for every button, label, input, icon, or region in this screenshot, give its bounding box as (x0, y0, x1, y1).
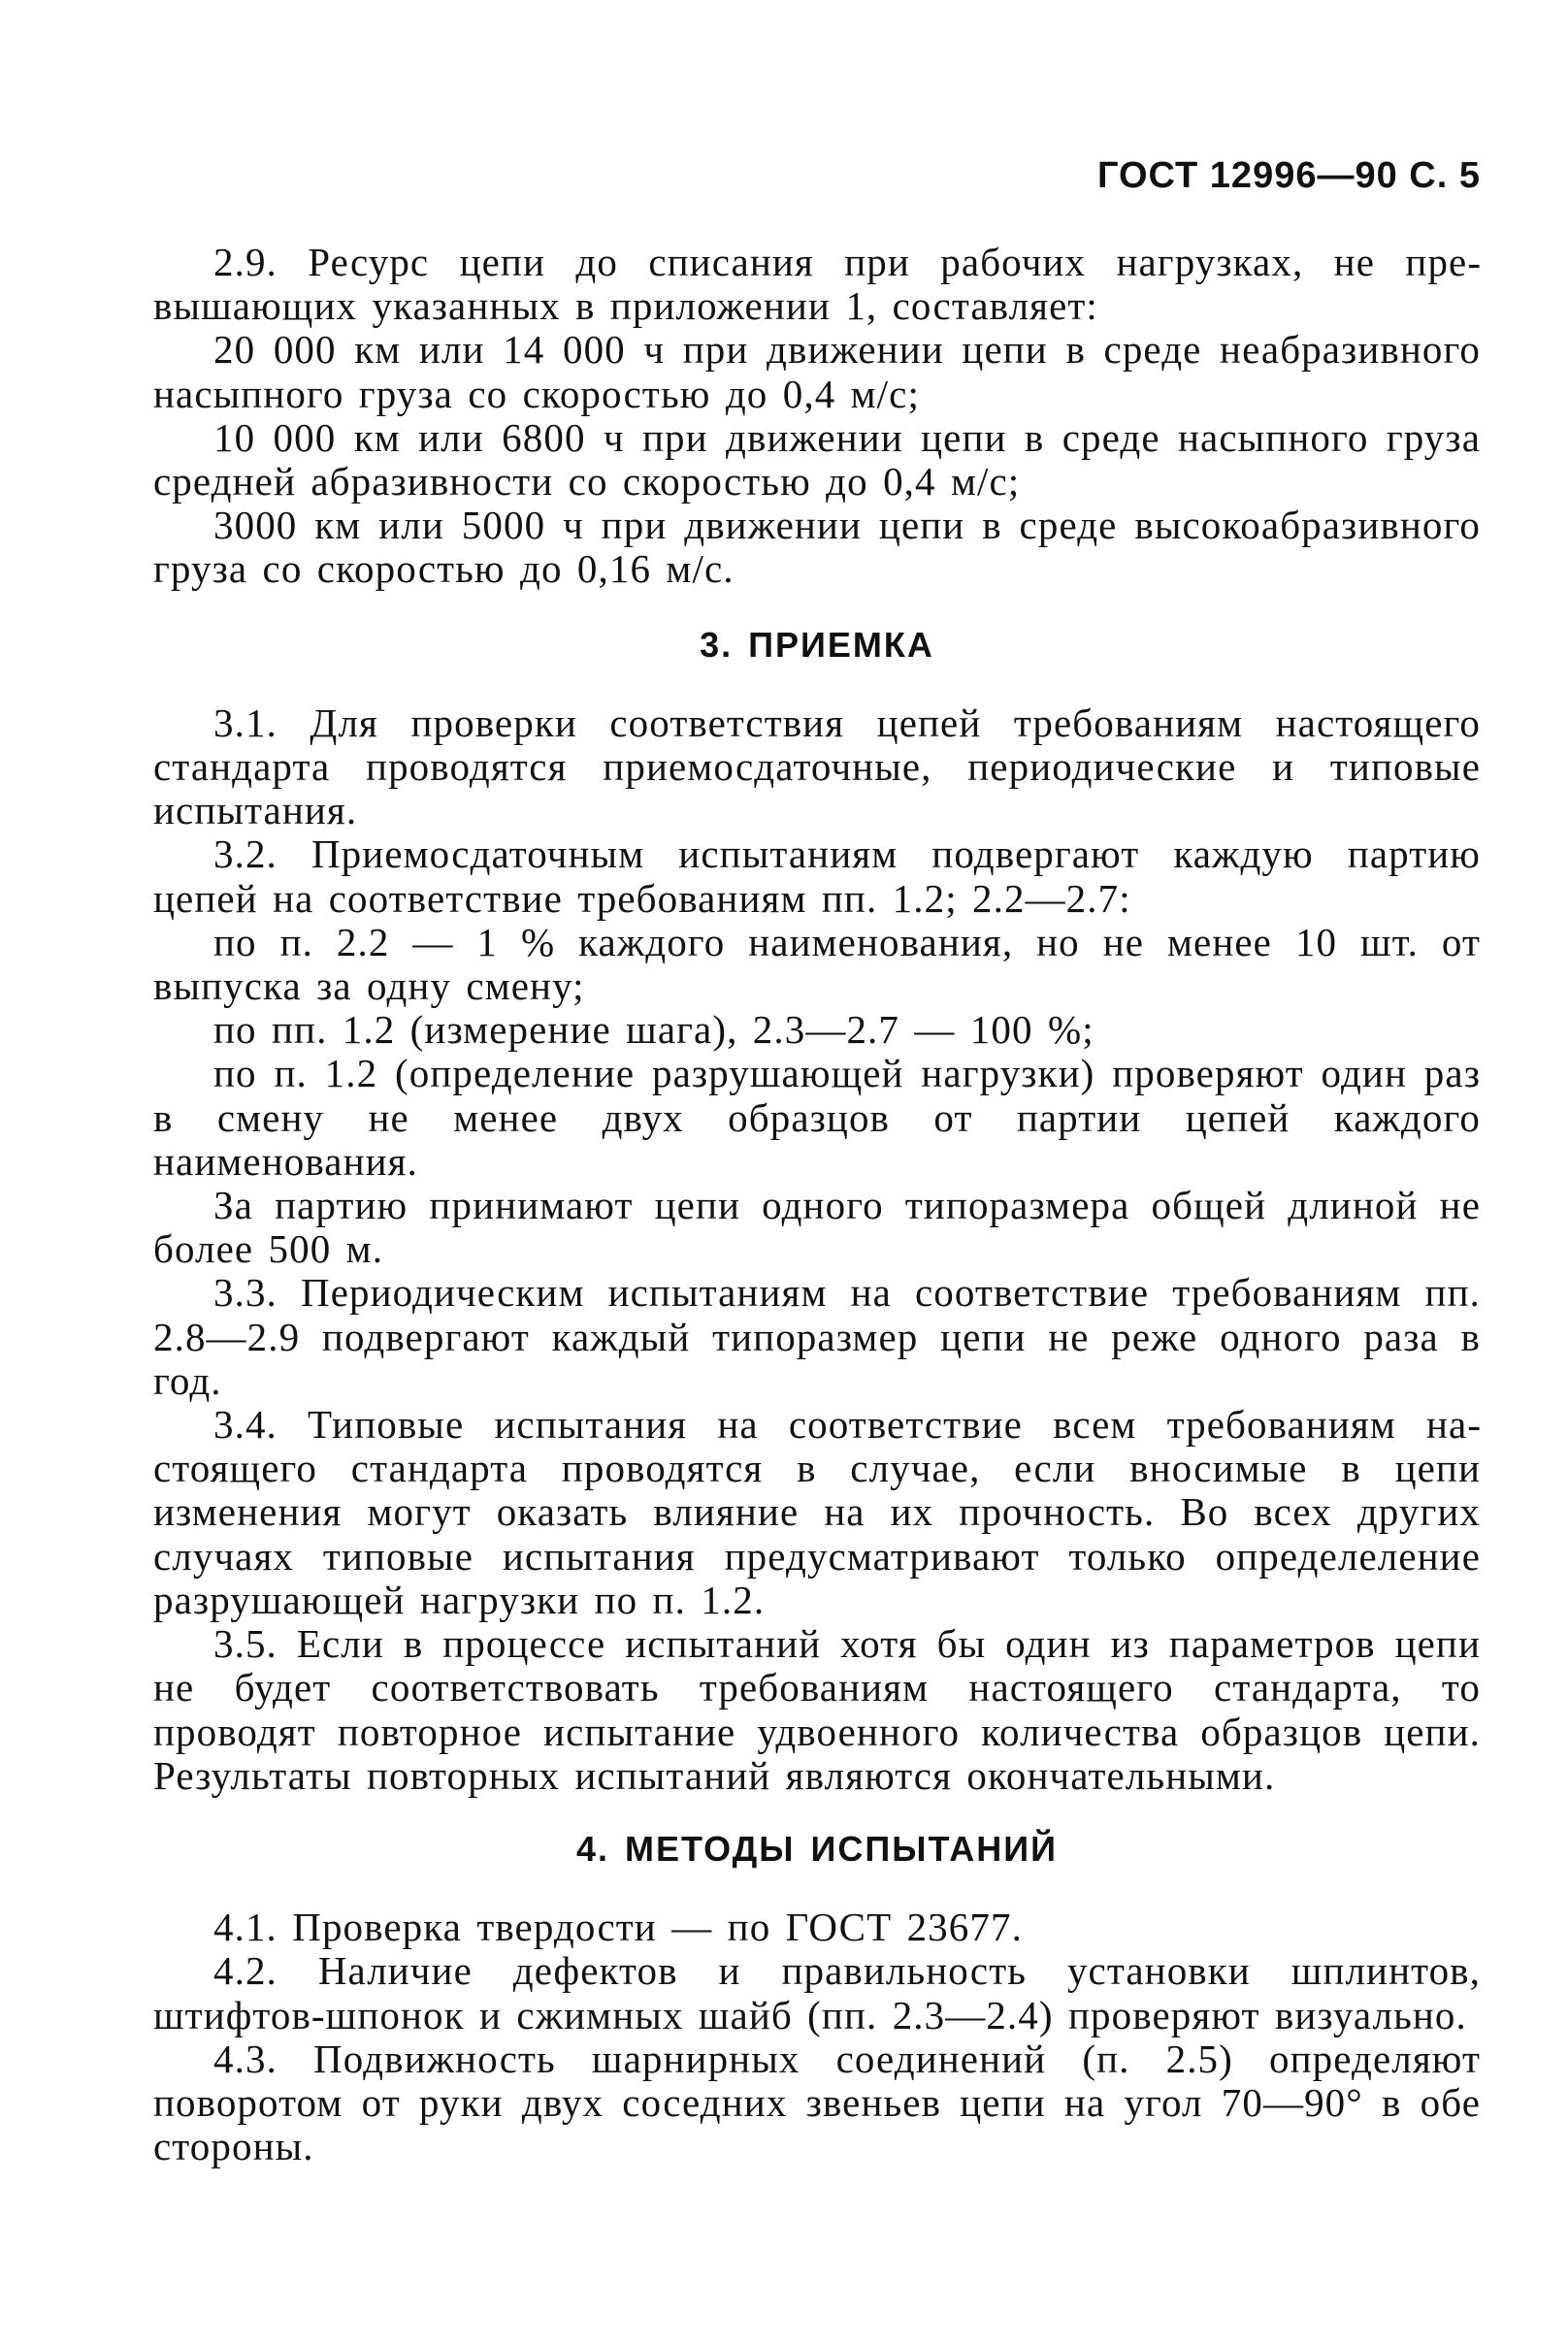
section-4-heading: 4. МЕТОДЫ ИСПЫТАНИЙ (576, 1828, 1058, 1869)
paragraph-3-3: 3.3. Периодическим испытаниям на соответствие требованиям пп. 2.8—2.9 подвергают каждый типоразмер цепи не реже одного раза в год. (153, 1270, 1481, 1403)
paragraph-2-9-item-2: 10 000 км или 6800 ч при движении цепи в среде насыпного груза средней абразивности со скоростью до 0,4 м/с; (153, 414, 1481, 505)
paragraph-3-2-item-3: по п. 1.2 (определение разрушающей нагрузки) проверяют один раз в смену не менее двух образцов от партии цепей каждого наименования. (153, 1051, 1481, 1184)
paragraph-3-1: 3.1. Для проверки соответствия цепей требованиям настоящего стандарта проводятся приемосдаточные, периодические и типовые испытания. (153, 700, 1481, 833)
paragraph-4-2: 4.2. Наличие дефектов и правильность установки шплинтов, штифтов-шпонок и сжимных шайб (пп. 2.3—2.4) проверяют визуально. (153, 1948, 1481, 2037)
paragraph-3-5: 3.5. Если в процессе испытаний хотя бы один из параметров цепи не будет соответствовать требованиям настоящего стандарта, то проводят повторное испытание удвоенного количества образцов цепи. Результаты повторных испытаний являются окончательными. (153, 1621, 1481, 1798)
paragraph-3-2-batch: За партию принимают цепи одного типоразмера общей длиной не более 500 м. (153, 1183, 1481, 1272)
page-header: ГОСТ 12996—90 С. 5 (1096, 155, 1481, 196)
paragraph-4-3: 4.3. Подвижность шарнирных соединений (п. 2.5) определяют поворотом от руки двух соседних звеньев цепи на угол 70—90° в обе стороны. (153, 2036, 1481, 2169)
section-3-heading: 3. ПРИЕМКА (700, 624, 934, 665)
paragraph-2-9-item-1: 20 000 км или 14 000 ч при движении цепи в среде неабразивного насыпного груза со скоростью до 0,4 м/с; (153, 327, 1481, 416)
paragraph-3-4: 3.4. Типовые испытания на соответствие всем требованиям настоящего стандарта проводятся в случае, если вносимые в цепи изменения могут оказать влияние на их прочность. Во всех других случаях типовые испытания предусматривают только определеление разрушающей нагрузки по п. 1.2. (153, 1402, 1481, 1622)
paragraph-2-9-item-3: 3000 км или 5000 ч при движении цепи в среде высокоабразивного груза со скоростью до 0,16 м/с. (153, 503, 1481, 592)
paragraph-4-1: 4.1. Проверка твердости — по ГОСТ 23677. (213, 1905, 1023, 1950)
paragraph-3-2-item-1: по п. 2.2 — 1 % каждого наименования, но не менее 10 шт. от выпуска за одну смену; (153, 919, 1481, 1009)
paragraph-3-2-item-2: по пп. 1.2 (измерение шага), 2.3—2.7 — 100 %; (213, 1007, 1094, 1053)
paragraph-2-9: 2.9. Ресурс цепи до списания при рабочих нагрузках, не превышающих указанных в приложении 1, составляет: (153, 240, 1481, 329)
paragraph-3-2: 3.2. Приемосдаточным испытаниям подвергают каждую партию цепей на соответствие требованиям пп. 1.2; 2.2—2.7: (153, 831, 1481, 921)
document-body (153, 241, 1481, 2168)
